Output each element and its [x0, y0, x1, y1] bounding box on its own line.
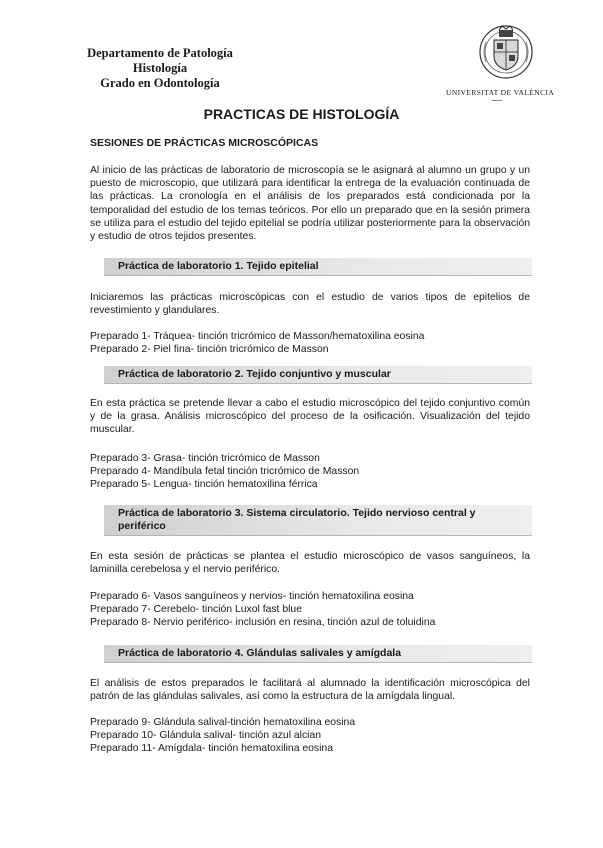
section-1-description: Iniciaremos las prácticas microscópicas con el estudio de varios tipos de epitelios de revestimiento y glandulares. — [90, 292, 530, 317]
divider — [492, 100, 502, 101]
section-4-title: Práctica de laboratorio 4. Glándulas salivales y amígdala — [104, 645, 532, 663]
degree-name: Grado en Odontología — [100, 76, 220, 90]
university-name: UNIVERSITAT DE VALÈNCIA — [446, 88, 555, 97]
preparation-item: Preparado 11- Amígdala- tinción hematoxilina eosina — [90, 743, 333, 755]
preparation-item: Preparado 8- Nervio periférico- inclusión en resina, tinción azul de toluidina — [90, 617, 436, 629]
preparation-item: Preparado 1- Tráquea- tinción tricrómico de Masson/hematoxilina eosina — [90, 331, 425, 342]
preparation-item: Preparado 9- Glándula salival-tinción hematoxilina eosina — [90, 717, 356, 728]
page-subtitle: SESIONES DE PRÁCTICAS MICROSCÓPICAS — [90, 137, 319, 149]
department-header — [60, 46, 260, 91]
section-1-preparations — [90, 330, 424, 356]
preparation-item: Preparado 6- Vasos sanguíneos y nervios- tinción hematoxilina eosina — [90, 591, 414, 602]
section-3-title: Práctica de laboratorio 3. Sistema circulatorio. Tejido nervioso central y periférico — [104, 505, 532, 536]
preparation-item: Preparado 3- Grasa- tinción tricrómico de Masson — [90, 453, 320, 464]
page-title: PRACTICAS DE HISTOLOGÍA — [203, 106, 400, 122]
preparation-item: Preparado 10- Glándula salival- tinción azul alcian — [90, 730, 322, 742]
preparation-item: Preparado 7- Cerebelo- tinción Luxol fast blue — [90, 604, 302, 616]
intro-paragraph: Al inicio de las prácticas de laboratorio de microscopía se le asignará al alumno un grupo y un puesto de microscopio, que utilizará para identificar la entrega de la evaluación continuada de las prácticas. La cronología en el análisis de los preparados está condicionada por la temporalidad del estudio de los temas teóricos. Por ello un preparado que en la sesión primera se utiliza para el estudio del tejido epitelial se podría utilizar posteriormente para la observación y estudio de otros tejidos presentes. — [90, 165, 530, 243]
section-4-description: El análisis de estos preparados le facilitará al alumnado la identificación microscópica del patrón de las glándulas salivales, así como la estructura de la amígdala lingual. — [90, 678, 530, 703]
section-2-title: Práctica de laboratorio 2. Tejido conjuntivo y muscular — [104, 366, 532, 384]
section-3-description: En esta sesión de prácticas se plantea el estudio microscópico de vasos sanguíneos, la laminilla cerebelosa y el nervio periférico. — [90, 551, 530, 576]
preparation-item: Preparado 5- Lengua- tinción hematoxilina férrica — [90, 479, 318, 491]
section-3-preparations — [90, 590, 435, 630]
section-4-preparations — [90, 716, 355, 756]
section-2-description: En esta práctica se pretende llevar a cabo el estudio microscópico del tejido conjuntivo común y de la grasa. Análisis microscópico del proceso de la osificación. Visualización del tejido muscular. — [90, 398, 530, 436]
section-2-preparations — [90, 452, 359, 492]
subject-name: Histología — [132, 61, 188, 75]
university-seal-icon — [478, 22, 534, 86]
preparation-item: Preparado 4- Mandíbula fetal tinción tricrómico de Masson — [90, 466, 360, 478]
preparation-item: Preparado 2- Piel fina- tinción tricrómico de Masson — [90, 344, 329, 356]
section-1-title: Práctica de laboratorio 1. Tejido epitelial — [104, 258, 532, 276]
department-name: Departamento de Patología — [87, 46, 233, 60]
